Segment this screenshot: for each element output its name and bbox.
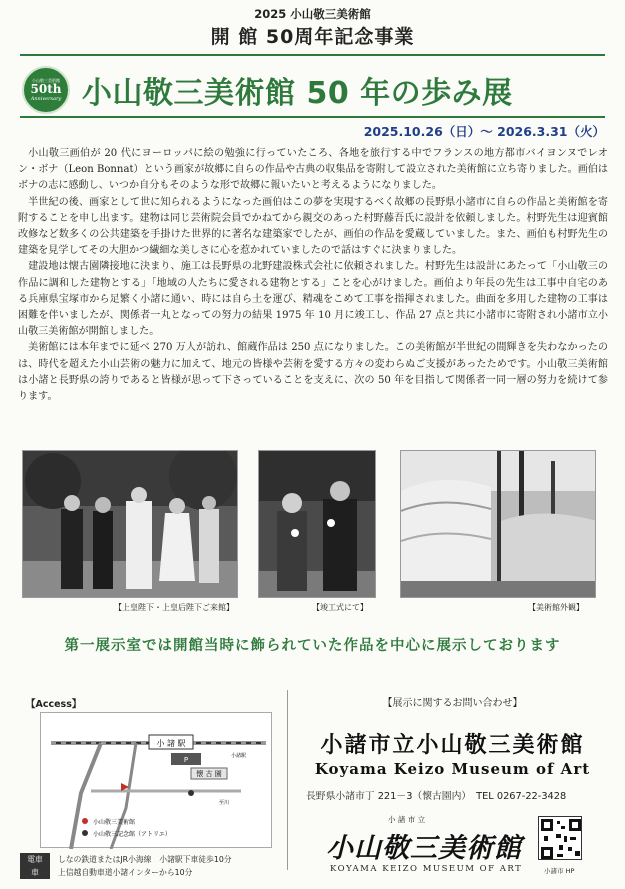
photo-caption: 【上皇陛下・上皇后陛下ご来館】 bbox=[114, 603, 234, 612]
exhibition-dates: 2025.10.26（日）～ 2026.3.31（火） bbox=[363, 124, 605, 139]
body-paragraph: 美術館には本年までに延べ 270 万人が訪れ、館蔵作品は 250 点になりました。この美術館が半世紀の間輝きを失わなかったのは、時代を超えた小山芸術の魅力に加えて、地元の皆様や芸術を愛する方々の変わらぬご支援があったためです。小山敬三美術館は小諸と長野県の誇りであると皆様が思って下さっていることを支えに、次の 50 年を目指して関係者一同一層の努力を続けて参ります。 bbox=[18, 342, 608, 403]
header-rule-top bbox=[20, 54, 605, 56]
access-row-car bbox=[20, 866, 192, 879]
map-kaiko-label: 懐 古 園 bbox=[196, 770, 222, 778]
header-subtitle: 2025 小山敬三美術館 bbox=[254, 7, 371, 21]
access-tag: 電車 bbox=[20, 853, 50, 866]
map-road-label: 至川 bbox=[219, 800, 230, 806]
header-main: 開 館 50周年記念事業 bbox=[210, 26, 415, 48]
body-text bbox=[18, 146, 608, 405]
body-paragraph: 半世紀の後、画家として世に知られるようになった画伯はこの夢を実現するべく故郷の長野県小諸市に自らの作品と美術館を寄附することを申し出ます。建物は同じ芸術院会員でかねてから親交のあった村野藤吾氏に設計を依頼しました。村野先生は迎賓館改修など数多くの公共建築を手掛けた世界的に著名な建築家でしたが、画伯の作品を愛蔵していました。また、画伯も村野先生の建築を見学してその大胆かつ繊細な美しさに心を惹かれていましたので話はすぐに決まりました。 bbox=[18, 196, 608, 257]
exhibit-notice: 第一展示室では開館当時に飾られていた作品を中心に展示しております bbox=[64, 638, 561, 654]
museum-address: 長野県小諸市丁 221－3（懐古園内） TEL 0267-22-3428 bbox=[306, 791, 567, 802]
photo-caption: 【美術館外観】 bbox=[528, 603, 584, 612]
contact-heading: 【展示に関するお問い合わせ】 bbox=[382, 698, 523, 709]
photo-museum-exterior bbox=[400, 450, 596, 598]
map-station-small-label: 小諸駅 bbox=[231, 753, 247, 759]
museum-logo-en: KOYAMA KEIZO MUSEUM OF ART bbox=[330, 864, 523, 874]
photo-caption: 【竣工式にて】 bbox=[312, 603, 368, 612]
map-legend-atelier: 小山敬三記念館（アトリエ） bbox=[93, 831, 171, 838]
qr-label: 小諸市 HP bbox=[544, 867, 575, 875]
header-rule-bottom bbox=[20, 116, 605, 118]
emblem-number: 50th bbox=[30, 82, 62, 96]
anniversary-emblem bbox=[22, 66, 70, 114]
emblem-anniversary: Anniversary bbox=[30, 96, 62, 102]
access-map bbox=[40, 712, 272, 848]
access-tag: 車 bbox=[20, 866, 50, 879]
map-legend-museum: 小山敬三美術館 bbox=[93, 819, 136, 826]
access-text: しなの鉄道またはJR小海線 小諸駅下車徒歩10分 bbox=[58, 855, 232, 864]
photo-completion-ceremony bbox=[258, 450, 376, 598]
logo-small-text: 小 諸 市 立 bbox=[388, 815, 426, 824]
access-label: 【Access】 bbox=[26, 699, 82, 710]
section-divider bbox=[287, 690, 288, 870]
access-row-train bbox=[20, 853, 232, 866]
body-paragraph: 小山敬三画伯が 20 代にヨーロッパに絵の勉強に行っていたころ、各地を旅行する中でフランスの地方都市バイヨンヌでレオン・ボナ（Leon Bonnat）という画家が故郷に自らの作品や古典の収集品を寄附して設立された美術館に立ち寄りました。画伯はボナの志に感動し、いつか自分もそのような形で故郷に報いたいと考えるようになりました。 bbox=[18, 148, 608, 192]
qr-code-icon[interactable] bbox=[538, 816, 582, 860]
access-text: 上信越自動車道小諸インターから10分 bbox=[58, 868, 193, 877]
museum-name-en: Koyama Keizo Museum of Art bbox=[314, 760, 591, 778]
emblem-small-text: 小山敬三美術館 bbox=[32, 78, 60, 83]
body-paragraph: 建設地は懐古園隣接地に決まり、施工は長野県の北野建設株式会社に依頼されました。村野先生は設計にあたって「小山敬三の作品に調和した建物とする」「地域の人たちに愛される建物とする」ことを心がけました。画伯より年長の先生は工事中自宅のある兵庫県宝塚市から足繁く小諸に通い、時には自ら土を運び、精魂をこめて工事を指揮されました。曲面を多用した建物の工事は困難を伴いましたが、関係者一丸となっての努力の結果 1975 年 10 月に竣工し、作品 27 点と共に小諸市に寄附され小諸市立小山敬三美術館が開館しました。 bbox=[18, 261, 608, 338]
map-station-label: 小 諸 駅 bbox=[156, 739, 186, 748]
map-p-label: P bbox=[183, 756, 189, 764]
exhibition-title: 小山敬三美術館 50 年の歩み展 bbox=[82, 76, 513, 111]
museum-name-jp: 小諸市立小山敬三美術館 bbox=[320, 732, 585, 758]
museum-logo: 小山敬三美術館 bbox=[326, 833, 522, 864]
photo-imperial-visit bbox=[22, 450, 238, 598]
